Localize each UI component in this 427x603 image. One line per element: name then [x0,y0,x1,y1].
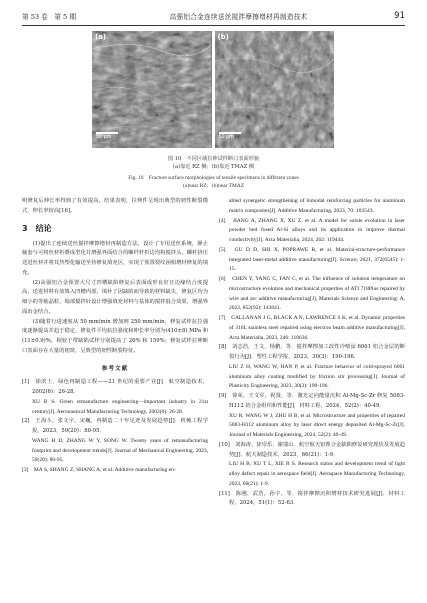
section-heading-conclusion: 3 结论 [22,223,52,233]
references-heading: 参考文献 [101,365,129,372]
scale-bar-b [219,132,241,140]
right-column [219,197,405,509]
reference-2-cn: [2] 王海斗，张文宇，宋巍，再制造二十年足迹及发展趋势[J]．机械工程学报，2023，59(20)：80-95． [22,418,208,434]
figure-caption-en: Fig. 10 Fracture surface morphologies of tensile specimens in different zones [128,175,299,181]
reference-8-cn: [8] 刘志浩，王文，杨鹏，等．搅拌摩擦加工改性冷喷涂 6061 铝合金层的断裂行为[J]．塑性工程学报，2023，30(3)：190-196． [219,344,405,360]
reference-9-cn: [9] 徐荣，王文军，祝贤，等．激光定向能量沉积 Al-Mg-Sc-Zr 修复 5083-H112 铝合金组织和性能[J]．材料工程，2024，52(2)：40-49． [219,393,405,409]
journal-running-title: 高强铝合金连续送丝搅拌摩擦增材再制造技术 [169,13,308,21]
reference-11-cn: [11] 陈刚，武浩，孙宇，等．搅拌摩擦沉积增材技术研究进展[J]．材料工程，2024，51(1)：52-63． [219,490,405,507]
reference-7: [7] CALLANAN J G, BLACK A N, LAWRENCE S K, et al. Dynamic properties of 316L stainless steel repaired using electron beam additive manufacturing[J]. Acta Materialia, 2023, 246: 118636. [219,315,405,341]
reference-10-cn: [10] 刘海涛，徐崇乐，谢瑞山．航空航天铝锂合金缺陷修复研究现状及发展趋势[J]．航天制造技术，2023，66(21)：1-9． [219,441,405,458]
panel-label-b: (b) [217,33,229,41]
sem-texture-b [215,31,335,148]
running-header [22,8,405,24]
scale-bar-a-text: 50 μm [96,135,112,140]
panel-label-a: (a) [95,33,107,41]
fracture-image-b [215,31,335,148]
fracture-image-a [92,31,212,148]
reference-3-cont: abled synergetic strengthening of bimodal reinforcing particles for aluminum matrix composites[J]. Additive Manufacturing, 2023, 70: 103543. [229,198,405,214]
conclusion-1: (1)提出了连续送丝搅拌摩擦增材再制造方法，设计了专用送丝系统，静止轴套与可将丝材折叠成型化并增强界面结合的螺纤杆折边均构搅拌头，螺杆挤压送进丝材并将其热塑化输送至待修复填充区，实现了预置裂纹困相增材修复的填充。 [22,240,208,276]
reference-2-en: WANG H D, ZHANG W Y, SONG W. Twenty years of remanufacturing footprint and development trends[J]. Journal of Mechanical Engineering, 2023, 59(20): 80-95. [32,437,208,464]
conclusion-2: (2)高强铝合金预置大尺寸凹槽缺陷修复后表面成形良好且边缘结合度提高，送进材料有效填入凹槽内部，填补了因缺陷而导致的材料缺失，修复区均为细小的等轴晶粒，塌部搅拌针设计增强填充材料与基体的搅拌混合效果，增强界面冶金结合。 [22,279,208,315]
figure-subcaption-cn: (a)靠近 RZ 侧；(b)靠近 TMAZ 侧 [172,164,255,170]
volume-issue: 第 53 卷 第 5 期 [22,13,76,21]
reference-1-cn: [1] 徐滨士．绿色再制造工程——21 世纪的重要产业[J]．航空制造技术，2002(6)：26-28． [22,379,208,395]
reference-9-en: XU R, WANG W J, ZHU H B, et al. Microstructure and properties of repaired 5083-H112 aluminum alloy by laser direct energy deposited Al-Mg-Sc-Zr[J]. Journal of Materials Engineering, 2024, 52(2): 40-49. [229,412,405,438]
page-number: 91 [394,11,405,21]
header-rule [22,25,405,26]
reference-5: [5] GU D D, SHI X, POPRAWE R, et al. Material-structure-performance integrated laser-metal additive manufacturing[J]. Science, 2021, 372(6545): 1-15. [219,246,405,273]
reference-8-en: LIU Z H, WANG W, HAN P, et al. Fracture behavior of cold-sprayed 6061 aluminum alloy coating modified by friction stir processing[J]. Journal of Plasticity Engineering, 2023, 30(3): 190-196. [229,363,405,390]
paragraph-continuation: 明修复后伸长率得到了有效提高。结果表明，拉伸件呈现出典型的韧性断裂模式，伸长率较高[16]。 [22,198,208,214]
figure-10 [92,31,334,148]
reference-10-en: LIU H B, XU T L, XIE R S. Research status and development trend of light alloy defect repair in aerospace field[J]. Aerospace Manufacturing Technology, 2023, 66(21): 1-9. [229,461,405,487]
reference-6: [6] CHEN Y, YANG C, FAN C, et al. The influence of solution temperature on microstructure evolution and mechanical properties of ATI 718Plus repaired by wire and arc additive manufacturing[J]. Materials Science and Engineering: A, 2022, 852(92): 143641. [219,276,405,312]
sem-texture-a [92,31,212,148]
figure-subcaption-en: (a)near RZ；(b)near TMAZ [183,183,244,189]
figure-caption-cn: 图 10 不同区域拉伸试样断口表面形貌 [167,156,260,162]
left-column [22,197,208,476]
reference-1-en: XU B S. Green remanufacture engineering—important industry in 21st century[J]. Aeronautical Manufacturing Technology, 2002(6): 26-28. [32,398,208,415]
reference-4: [4] JIANG A, ZHANG X, XU Z, et al. A model for solute evolution in laser powder bed fused Al-Si alloys and its application to improve thermal conductivity[J]. Acta Materialia, 2024, 262: 119444. [219,217,405,243]
scale-bar-b-text: 50 μm [218,135,234,140]
conclusion-3: (3)随着行进速度从 50 mm/min 增加到 250 mm/min，修复试样抗拉强度逐渐提高并趋于稳定，修复件平均抗拉强度和伸长率分别为(410±8) MPa 和(11±0.9)%，相较于带缺陷试样分别提高了 26% 和 159%；修复试样拉伸断口表面存在大量的韧窝，呈典型的韧性断裂特征。 [22,318,208,354]
scale-bar-a [96,132,118,140]
reference-3-start: [3] MA S, SHANG Z, SHANG A, et al. Additive manufacturing en- [22,467,176,473]
